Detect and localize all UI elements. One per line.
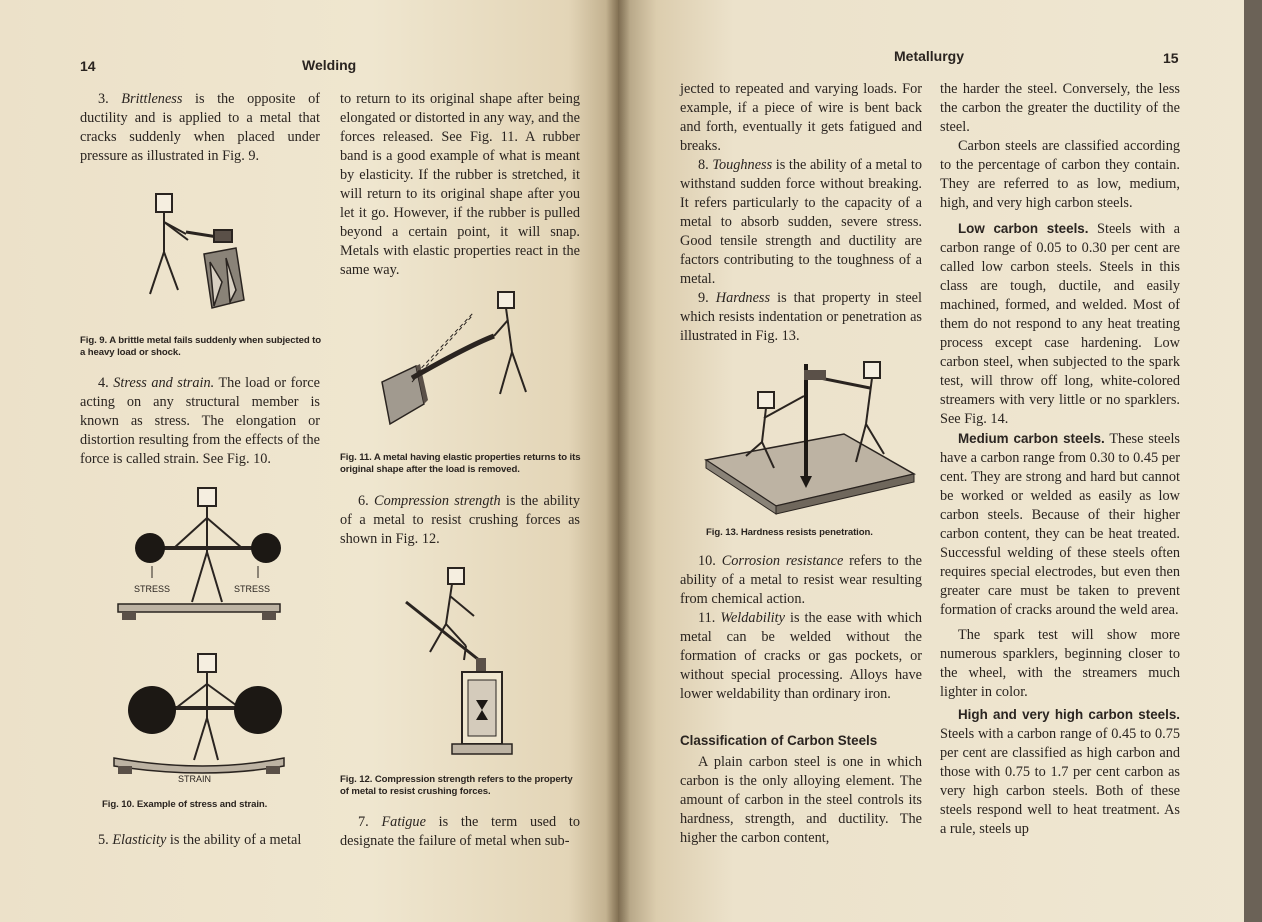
section-heading-classification: Classification of Carbon Steels	[680, 733, 878, 748]
strain-label: STRAIN	[178, 774, 212, 782]
figure-13-hardness	[700, 356, 922, 516]
item-number: 6.	[358, 493, 369, 509]
item-number: 8.	[698, 157, 709, 173]
figure-10-stress-strain	[106, 482, 302, 782]
figure-9-brittle-metal	[118, 182, 268, 332]
paragraph-text: The load or force acting on any structural member is known as stress. The elongation or distortion resulting from the effects of the force is called strain. See Fig. 10.	[80, 375, 320, 467]
term-compression-strength: Compression strength	[374, 493, 501, 509]
term-fatigue: Fatigue	[381, 814, 426, 830]
left-col2-bottom	[340, 813, 580, 851]
term-brittleness: Brittleness	[121, 91, 183, 107]
scan-edge	[1244, 0, 1262, 922]
item-number: 3.	[98, 91, 109, 107]
page-number-left: 14	[80, 58, 96, 74]
stress-label-right: STRESS	[234, 584, 271, 594]
figure-9-caption: Fig. 9. A brittle metal fails suddenly when subjected to a heavy load or shock.	[80, 335, 322, 358]
figure-12-compression	[392, 560, 542, 766]
paragraph-text: is the ability of a metal to resist crushing forces as shown in Fig. 12.	[340, 493, 581, 547]
left-col2-top	[340, 90, 580, 280]
subheading-low-carbon: Low carbon steels.	[958, 221, 1089, 236]
term-corrosion-resistance: Corrosion resistance	[721, 553, 844, 569]
item-number: 10.	[698, 553, 716, 569]
paragraph-text: is that property in steel which resists indentation or penetration as illustrated in Fig. 13.	[680, 290, 922, 344]
page-number-right: 15	[1163, 50, 1179, 66]
figure-13-caption: Fig. 13. Hardness resists penetration.	[706, 527, 873, 538]
figure-11-elastic-metal	[372, 286, 564, 436]
item-number: 4.	[98, 375, 109, 391]
paragraph-text: is the term used to designate the failure of metal when sub-	[340, 814, 581, 849]
paragraph-text: is the ability of a metal to withstand sudden force without breaking. It refers particularly to the capacity of a metal to absorb sudden, severe stress. Good tensile strength and ductility are factors contributing to the toughness of a metal.	[680, 157, 922, 287]
right-col1-middle	[680, 552, 922, 704]
paragraph-toughness	[680, 156, 922, 289]
figure-12-caption: Fig. 12. Compression strength refers to the property of metal to resist crushing forces.	[340, 774, 573, 797]
term-stress-strain: Stress and strain.	[113, 375, 215, 391]
paragraph-compression	[340, 492, 580, 549]
term-elasticity: Elasticity	[112, 832, 167, 848]
right-col2	[940, 80, 1180, 839]
subheading-medium-carbon: Medium carbon steels.	[958, 431, 1105, 446]
item-number: 7.	[358, 814, 369, 830]
paragraph-fatigue	[340, 813, 580, 851]
paragraph-fatigue-cont: jected to repeated and varying loads. For example, if a piece of wire is bent back and forth, eventually it gets fatigued and breaks.	[680, 81, 922, 154]
right-col1-bottom	[680, 753, 922, 848]
term-toughness: Toughness	[712, 157, 773, 173]
paragraph-spark-test: The spark test will show more numerous sparklers, beginning closer to the wheel, with the streamers much lighter in color.	[940, 627, 1180, 700]
paragraph-text: These steels have a carbon range from 0.30 to 0.45 per cent. They are strong and hard but cannot be worked or welded as easily as low carbon steels. Because of their higher carbon content, they can be heat treated. Successful welding of these steels often requires special electrodes, but even then greater care must be taken to prevent formation of cracks around the weld area.	[940, 431, 1180, 618]
paragraph-text: is the ability of a metal	[169, 832, 302, 848]
paragraph-elasticity-cont: to return to its original shape after being elongated or distorted in any way, and the forces released. See Fig. 11. A rubber band is a good example of what is meant by elasticity. If the rubber is stretched, it will return to its original shape after you let it go. However, if the rubber is pulled beyond a certain point, it will snap. Metals with elastic properties react in the same way.	[340, 91, 580, 278]
left-col1-bottom	[80, 831, 322, 850]
item-number: 9.	[698, 290, 709, 306]
left-col1-middle	[80, 374, 320, 469]
paragraph-text: is the ease with which metal can be welded without the formation of cracks or gas pockets, or without special processing. Alloys have lower weldability than ordinary iron.	[680, 610, 922, 702]
paragraph-medium-carbon	[940, 429, 1180, 620]
stress-label-left: STRESS	[134, 584, 171, 594]
paragraph-stress-strain	[80, 374, 320, 469]
figure-11-caption: Fig. 11. A metal having elastic properties returns to its original shape after the load is removed.	[340, 452, 581, 475]
paragraph-carbon-cont: the harder the steel. Conversely, the less the carbon the greater the ductility of the steel.	[940, 81, 1180, 135]
paragraph-text: refers to the ability of a metal to resist wear resulting from chemical action.	[680, 553, 922, 607]
running-head-left: Welding	[302, 57, 357, 73]
item-number: 5.	[98, 832, 109, 848]
paragraph-corrosion	[680, 552, 922, 609]
paragraph-carbon-classes: Carbon steels are classified according to the percentage of carbon they contain. They are referred to as low, medium, high, and very high carbon steels.	[940, 138, 1180, 211]
paragraph-hardness	[680, 289, 922, 346]
paragraph-high-carbon	[940, 705, 1180, 839]
paragraph-plain-carbon: A plain carbon steel is one in which carbon is the only alloying element. The amount of carbon in the steel controls its hardness, strength, and ductility. The higher the carbon content,	[680, 754, 922, 846]
running-head-right: Metallurgy	[894, 48, 965, 64]
term-weldability: Weldability	[720, 610, 785, 626]
term-hardness: Hardness	[715, 290, 771, 306]
right-col1-top	[680, 80, 922, 346]
paragraph-elasticity	[80, 831, 322, 850]
left-col2-middle	[340, 492, 580, 549]
paragraph-weldability	[680, 609, 922, 704]
paragraph-text: Steels with a carbon range of 0.05 to 0.30 per cent are called low carbon steels. Steels in this class are tough, ductile, and easily machined, formed, and welded. Most of them do not respond to any heat treating process except case hardening. Low carbon steel, when subjected to the spark test, will throw off long, white-colored streamers with very little or no sparklers. See Fig. 14.	[940, 221, 1180, 427]
book-gutter	[606, 0, 630, 922]
paragraph-text: Steels with a carbon range of 0.45 to 0.75 per cent are classified as high carbon and those with 0.75 to 1.7 per cent carbon as very high carbon steels. Both of these steels respond well to heat treatment. As a rule, steels up	[940, 726, 1180, 837]
item-number: 11.	[698, 610, 716, 626]
figure-10-caption: Fig. 10. Example of stress and strain.	[102, 799, 268, 810]
paragraph-text: is the opposite of ductility and is applied to a metal that cracks suddenly when placed under pressure as illustrated in Fig. 9.	[80, 91, 320, 164]
paragraph-brittleness	[80, 90, 320, 166]
left-col1-top	[80, 90, 320, 166]
subheading-high-carbon: High and very high carbon steels.	[958, 707, 1180, 722]
paragraph-low-carbon	[940, 219, 1180, 429]
